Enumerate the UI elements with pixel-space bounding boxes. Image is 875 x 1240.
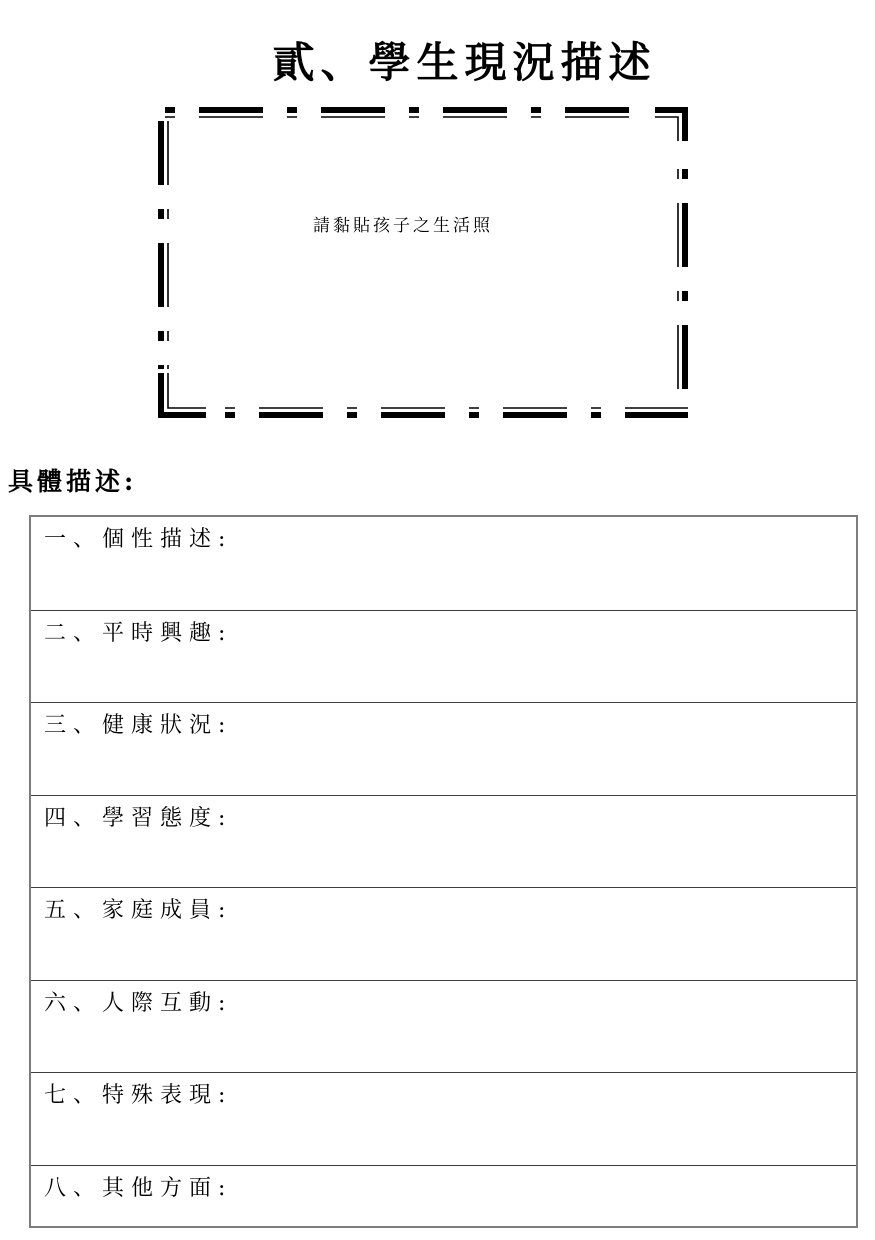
table-row-special-performance[interactable] [31,1072,856,1165]
photo-placeholder-text: 請黏貼孩子之生活照 [313,216,493,236]
table-row-learning-attitude[interactable] [31,795,856,887]
row-label: 四、學習態度: [44,806,233,831]
description-table [29,515,858,1228]
row-label: 二、平時興趣: [44,621,233,646]
page-title: 貳、學生現況描述 [272,38,657,87]
table-row-health[interactable] [31,702,856,795]
photo-paste-area[interactable] [158,107,688,418]
row-label: 八、其他方面: [44,1176,233,1201]
row-label: 七、特殊表現: [44,1083,233,1108]
row-label: 三、健康狀況: [44,713,233,738]
row-label: 一、個性描述: [44,527,233,552]
row-label: 六、人際互動: [44,991,233,1016]
table-row-personality[interactable] [31,517,856,610]
photo-frame-border [158,107,688,418]
row-label: 五、家庭成員: [44,898,233,923]
section-heading: 具體描述: [8,467,138,496]
table-row-other[interactable] [31,1165,856,1226]
table-row-interpersonal[interactable] [31,980,856,1072]
table-row-family-members[interactable] [31,887,856,980]
table-row-interests[interactable] [31,610,856,702]
